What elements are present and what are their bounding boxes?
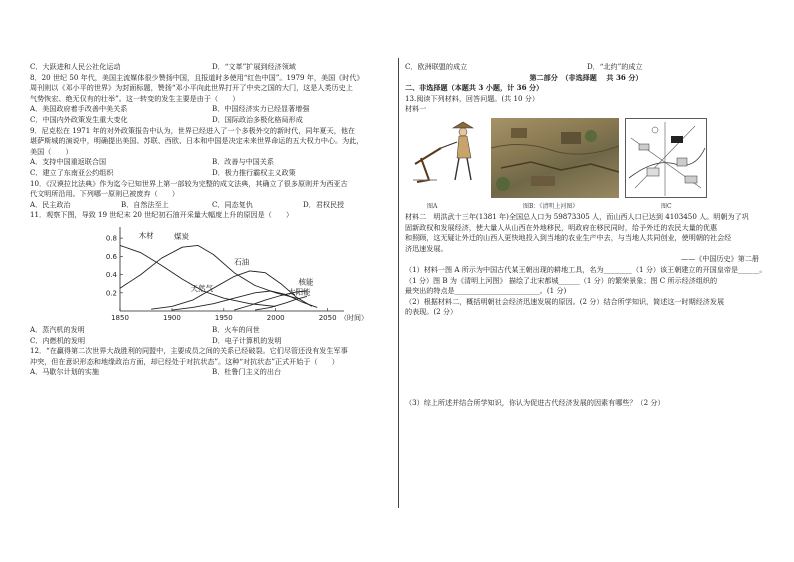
option[interactable]: D．国际政治多极化格局形成: [212, 114, 303, 124]
material-line: 材料二 明洪武十三年(1381 年)全国总人口为 59873305 人，而山西人口已达到 4103450 人。明朝为了巩: [405, 211, 749, 221]
series-label: 太阳能: [288, 287, 311, 297]
option[interactable]: B．火车的问世: [212, 324, 260, 334]
q9-options-row2: [30, 168, 396, 179]
y-tick-label: 0.4: [105, 270, 117, 279]
left-column: [30, 62, 396, 378]
q11-stem: 11．观察下图，导致 19 世纪末 20 世纪初石油开采量大幅度上升的原因是（ ）: [30, 210, 294, 220]
question-line: （2）根据材料二，概括明朝社会经济迅速发展的原因。(2 分）结合所学知识，简述这一时期经济发展: [405, 296, 725, 306]
series-label: 石油: [234, 257, 250, 267]
option[interactable]: D．电子计算机的发明: [212, 335, 282, 345]
q9-stem: [30, 126, 396, 158]
q12-options: [30, 367, 396, 378]
stem-line: 代文明所沿用。下列哪一原则已被废弃（ ）: [30, 189, 179, 199]
q11-options-row2: [30, 336, 396, 347]
series-line-太阳能: [255, 296, 307, 310]
option[interactable]: A．马歇尔计划的实施: [30, 367, 99, 377]
x-tick-label: 2050: [318, 313, 337, 322]
material-source: ——《中国历史》第二册: [680, 254, 759, 264]
y-tick-label: 0.6: [105, 252, 117, 261]
question-line: （1 分）图 B 为《清明上河图》 描绘了北宋都城______（1 分）的繁荣景象；图 C 所示经济组织的: [405, 275, 718, 285]
option[interactable]: C．大跃进和人民公社化运动: [30, 62, 121, 71]
caption-b: 图B：《清明上河图》: [523, 202, 579, 210]
x-tick-label: 1900: [162, 313, 181, 322]
material-line: 和照顾，这无疑让外迁的山西人更快地投入到当地的农业生产中去，与当地人共同创业，使明朝的社会经: [405, 233, 732, 243]
option[interactable]: D．君权民授: [303, 199, 345, 209]
option[interactable]: D．极力推行霸权主义政策: [212, 167, 296, 177]
option[interactable]: C．内燃机的发明: [30, 335, 86, 345]
option[interactable]: C．建立了东南亚公约组织: [30, 167, 114, 177]
energy-line-chart: [98, 223, 378, 325]
caption-c: 图C: [661, 202, 672, 210]
q13-intro: 13.阅读下列材料，回答问题。(共 10 分）: [405, 93, 539, 103]
q8-options-row2: [30, 115, 396, 126]
option[interactable]: D．“文革”扩展到经济领域: [212, 62, 296, 71]
material-line: 固新政权和发展经济，使大量人从山西在外地移民，明政府在移民同时，给予外迁的农民大量的优惠: [405, 222, 718, 232]
question-line: 最突出的特点是________________________。(1 分): [405, 286, 567, 296]
question-line: （1）材料一图 A 所示为中国古代某王朝出现的耕地工具，名为________（1 分）该王朝建立的开国皇帝是______。: [405, 264, 767, 274]
series-label: 核能: [298, 277, 314, 287]
x-tick-label: 1850: [111, 313, 129, 322]
sub-question-2: [405, 297, 767, 318]
option[interactable]: A．民主政治: [30, 199, 71, 209]
material1-label: 材料一: [405, 104, 427, 114]
q10-options: [30, 200, 396, 211]
x-tick-label: 2000: [266, 313, 285, 322]
option[interactable]: A．支持中国重返联合国: [30, 157, 107, 167]
q9-options-row1: [30, 157, 396, 168]
map-figure: [625, 118, 707, 198]
option[interactable]: C．欧洲联盟的成立: [405, 62, 468, 71]
prev-q-options: [405, 62, 767, 73]
stem-line: 美国（ ）: [30, 146, 73, 156]
y-tick-label: 0.2: [105, 289, 117, 298]
column-divider: [398, 58, 399, 508]
material1-figures: [405, 118, 767, 210]
q11-options-row1: [30, 325, 396, 336]
series-label: 煤炭: [173, 231, 189, 241]
stem-line: 10．《汉谟拉比法典》作为迄今已知世界上第一部较为完整的成文法典，其确立了很多原则并为西亚古: [30, 178, 348, 188]
material-line: 济迅速发展。: [405, 243, 448, 253]
section2-title: 二、非选择题（本题共 3 小题，计 36 分）: [405, 83, 544, 93]
q12-stem: [30, 346, 396, 367]
caption-a: 图A: [427, 202, 438, 210]
option[interactable]: D．“北约”的成立: [587, 62, 643, 71]
stem-line: 周刊则以《邓小平的世界》为封面标题，赞扬“邓小平向此世界打开了中央之国的大门，这是人类历史上: [30, 83, 353, 93]
option[interactable]: B．改善与中国关系: [212, 157, 274, 167]
stem-line: 12．“在贏得第二次世界大战胜利的同盟中，主要成员之间的关系已经破裂。它们尽管还没有发生军事: [30, 346, 348, 356]
part2-title: 第二部分 （非选择题 共 36 分）: [529, 72, 643, 82]
material2: [405, 212, 767, 254]
q7-options: [30, 62, 396, 73]
option[interactable]: B．中国经济实力已经显著增强: [212, 104, 310, 114]
stem-line: 堪萨斯城的演说中，明确提出美国、苏联、西欧、日本和中国是决定未来世界命运的五大权力中心。为此，: [30, 136, 364, 146]
stem-line: 9．尼克松在 1971 年的对外政策报告中认为，世界已经进入了一个多极外交的新时代，同年夏天，他在: [30, 125, 356, 135]
stem-line: 气势恢宏、绝无仅有的壮举”。这一转变的发生主要是由于（ ）: [30, 93, 240, 103]
q10-stem: [30, 179, 396, 200]
x-axis-label: （时间）: [340, 313, 368, 322]
option[interactable]: A．美国政府着手改善中美关系: [30, 104, 128, 114]
option[interactable]: C．中国内外政策发生重大变化: [30, 114, 128, 124]
series-label: 天然气: [190, 283, 214, 293]
sub-question-1: [405, 265, 767, 297]
x-tick-label: 1950: [214, 313, 233, 322]
y-tick-label: 0.8: [105, 234, 117, 243]
series-label: 木材: [138, 231, 154, 241]
stem-line: 冲突，但在意识形态和地缘政治方面，却已经处于对抗状态”。这种“对抗状态”正式开始于（ ）: [30, 356, 339, 366]
plough-figure: [407, 118, 485, 198]
option[interactable]: B．自然法至上: [121, 199, 169, 209]
stem-line: 8．20 世纪 50 年代，美国主流媒体很少赞扬中国，且报道时多使用“红色中国”。1979 年，美国《时代》: [30, 72, 364, 82]
option[interactable]: A．蒸汽机的发明: [30, 324, 85, 334]
option[interactable]: B．杜鲁门主义的出台: [212, 367, 282, 377]
right-column: [405, 62, 767, 409]
painting-figure: [491, 118, 619, 198]
question-line: 的表现。(2 分）: [405, 307, 458, 317]
q8-stem: [30, 73, 396, 105]
sub-question-3: （3）综上所述并结合所学知识，你认为促进古代经济发展的因素有哪些？（2 分）: [405, 397, 665, 407]
option[interactable]: C．同态复仇: [212, 199, 253, 209]
q8-options-row1: [30, 104, 396, 115]
